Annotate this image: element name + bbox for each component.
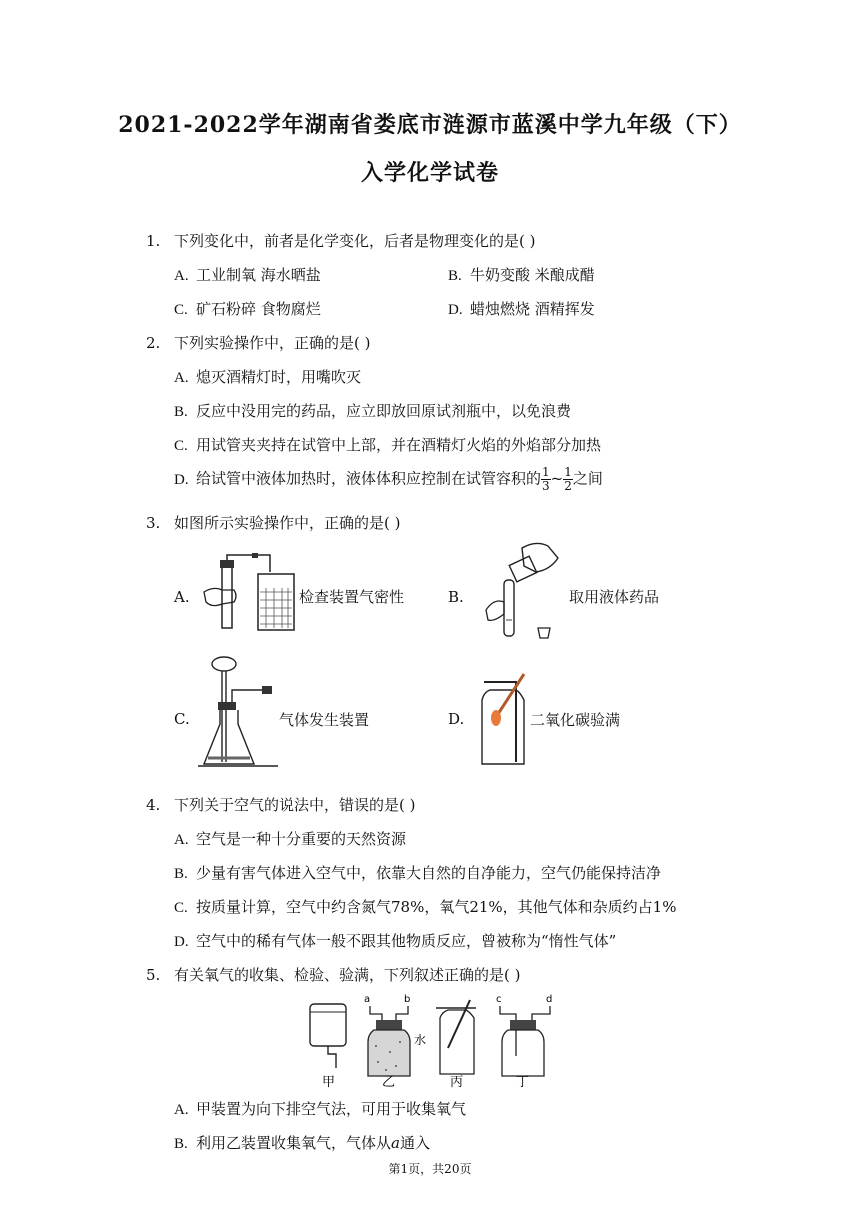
option-3b-label: B. [448, 588, 464, 606]
label-water: 水 [414, 1033, 427, 1047]
label-b: b [404, 994, 411, 1005]
option-1b: B. 牛奶变酸 米酿成醋 [448, 266, 595, 284]
option-5b: B. 利用乙装置收集氧气，气体从a通入 [174, 1134, 430, 1152]
liquid-reagent-figure [476, 540, 572, 644]
option-3c-text: 气体发生装置 [279, 711, 370, 729]
fraction-one-half: $\frac{1}{2}$ [564, 465, 572, 493]
option-3b-text: 取用液体药品 [569, 588, 660, 606]
label-jia: 甲 [322, 1075, 336, 1090]
variable-a: a [391, 1134, 400, 1152]
question-number: 2. [146, 334, 161, 352]
question-5 [146, 964, 520, 985]
label-yi: 乙 [382, 1075, 396, 1090]
option-4c: C. 按质量计算，空气中约含氮气78%，氧气21%，其他气体和杂质约占1% [174, 898, 677, 916]
question-stem: 下列实验操作中，正确的是( ) [174, 334, 371, 352]
question-2 [146, 332, 370, 353]
label-bing: 丙 [450, 1075, 464, 1090]
option-1d: D. 蜡烛燃烧 酒精挥发 [448, 300, 595, 318]
question-stem: 有关氧气的收集、检验、验满，下列叙述正确的是( ) [174, 966, 521, 984]
paper-title-line2: 入学化学试卷 [360, 160, 499, 186]
option-3c-label: C. [174, 710, 190, 728]
option-1a: A. 工业制氧 海水晒盐 [174, 266, 321, 284]
question-number: 1. [146, 232, 161, 250]
label-d: d [546, 994, 553, 1005]
question-number: 3. [146, 514, 161, 532]
question-4 [146, 794, 415, 815]
option-1c: C. 矿石粉碎 食物腐烂 [174, 300, 321, 318]
question-number: 4. [146, 796, 161, 814]
co2-test-figure [474, 672, 534, 768]
question-3 [146, 512, 400, 533]
question-1 [146, 230, 535, 251]
option-3d-text: 二氧化碳验满 [530, 711, 621, 729]
gas-collection-figure [300, 992, 562, 1090]
airtightness-check-figure [200, 552, 296, 634]
question-stem: 如图所示实验操作中，正确的是( ) [174, 514, 401, 532]
label-c: c [496, 994, 502, 1005]
option-4b: B. 少量有害气体进入空气中，依靠大自然的自净能力，空气仍能保持洁净 [174, 864, 662, 882]
fraction-one-third: $\frac{1}{3}$ [542, 465, 550, 493]
option-3d-label: D. [448, 710, 465, 728]
option-2d: D. 给试管中液体加热时，液体体积应控制在试管容积的 $\frac{1}{3}$ ~ $\frac{1}{2}$ 之间 [174, 465, 603, 493]
page-footer: 第1页，共20页 [388, 1162, 472, 1176]
paper-title-line1: 2021-2022学年湖南省娄底市涟源市蓝溪中学九年级（下） [118, 112, 742, 138]
question-stem: 下列变化中，前者是化学变化，后者是物理变化的是( ) [174, 232, 536, 250]
question-number: 5. [146, 966, 161, 984]
label-ding: 丁 [516, 1075, 530, 1090]
option-5a: A. 甲装置为向下排空气法，可用于收集氧气 [174, 1100, 467, 1118]
option-4d: D. 空气中的稀有气体一般不跟其他物质反应，曾被称为“惰性气体” [174, 932, 617, 950]
option-4a: A. 空气是一种十分重要的天然资源 [174, 830, 407, 848]
option-2a: A. 熄灭酒精灯时，用嘴吹灭 [174, 368, 362, 386]
option-3a-text: 检查装置气密性 [299, 588, 405, 606]
question-stem: 下列关于空气的说法中，错误的是( ) [174, 796, 416, 814]
option-3a-label: A. [174, 588, 190, 606]
label-a: a [364, 994, 371, 1005]
option-2c: C. 用试管夹夹持在试管中上部，并在酒精灯火焰的外焰部分加热 [174, 436, 602, 454]
gas-generator-figure [198, 654, 280, 772]
option-2b: B. 反应中没用完的药品，应立即放回原试剂瓶中，以免浪费 [174, 402, 572, 420]
